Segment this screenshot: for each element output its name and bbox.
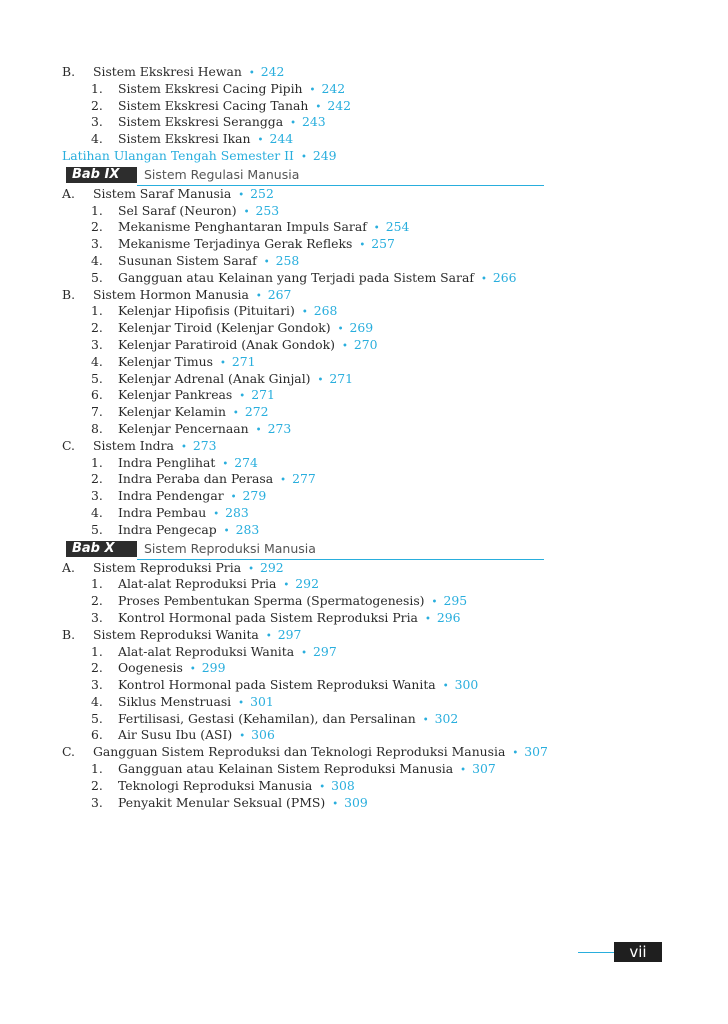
toc-subentry[interactable] xyxy=(62,727,552,744)
bullet-icon: • xyxy=(257,135,264,147)
entry-label: Kelenjar Timus xyxy=(118,353,213,369)
entry-label: Kelenjar Pankreas xyxy=(118,387,233,403)
toc-subentry[interactable] xyxy=(62,114,552,131)
entry-marker: 3. xyxy=(91,114,103,130)
entry-label: Indra Pembau xyxy=(118,504,207,520)
entry-page-number: 252 xyxy=(250,185,274,201)
toc-subentry[interactable] xyxy=(62,320,552,337)
entry-page-number: 273 xyxy=(267,420,292,436)
toc-section-entry[interactable] xyxy=(62,64,552,81)
toc-subentry[interactable] xyxy=(62,337,552,354)
bullet-icon: • xyxy=(255,290,262,302)
entry-label: Mekanisme Terjadinya Gerak Refleks xyxy=(118,236,353,252)
entry-page-number: 295 xyxy=(443,593,468,609)
entry-page-number: 249 xyxy=(312,147,337,163)
entry-marker: 1. xyxy=(91,202,103,218)
toc-subentry[interactable] xyxy=(62,761,552,778)
entry-marker: 2. xyxy=(91,219,103,235)
toc-subentry[interactable] xyxy=(62,219,552,236)
entry-marker: 2. xyxy=(91,320,103,336)
toc-subentry[interactable] xyxy=(62,593,552,610)
bullet-icon: • xyxy=(230,492,237,504)
bullet-icon: • xyxy=(223,525,230,537)
entry-marker: 1. xyxy=(91,454,103,470)
toc-subentry[interactable] xyxy=(62,371,552,388)
entry-marker: 4. xyxy=(91,252,103,268)
entry-label: Sistem Hormon Manusia xyxy=(93,286,249,302)
entry-label: Kelenjar Pencernaan xyxy=(118,420,249,436)
entry-label: Kelenjar Tiroid (Kelenjar Gondok) xyxy=(118,320,331,336)
toc-subentry[interactable] xyxy=(62,795,552,812)
entry-page-number: 297 xyxy=(313,643,337,659)
entry-marker: 2. xyxy=(91,471,103,487)
toc-subentry[interactable] xyxy=(62,677,552,694)
entry-page-number: 274 xyxy=(234,454,258,470)
bullet-icon: • xyxy=(290,118,297,130)
bullet-icon: • xyxy=(263,256,270,268)
entry-label: Kelenjar Adrenal (Anak Ginjal) xyxy=(118,370,311,386)
entry-label: Sistem Ekskresi Hewan xyxy=(93,64,242,79)
toc-subentry[interactable] xyxy=(62,236,552,253)
entry-page-number: 254 xyxy=(385,219,410,235)
entry-page-number: 301 xyxy=(250,693,274,709)
entry-marker: A. xyxy=(62,559,75,575)
bullet-icon: • xyxy=(232,408,239,420)
entry-marker: B. xyxy=(62,626,76,642)
toc-subentry[interactable] xyxy=(62,354,552,371)
entry-marker: 6. xyxy=(91,727,103,743)
page-number: vii xyxy=(614,942,662,962)
bullet-icon: • xyxy=(238,697,245,709)
chapter-heading xyxy=(62,165,552,186)
toc-subentry[interactable] xyxy=(62,81,552,98)
entry-page-number: 242 xyxy=(321,80,346,96)
entry-page-number: 272 xyxy=(244,404,269,420)
entry-marker: 6. xyxy=(91,387,103,403)
toc-subentry[interactable] xyxy=(62,660,552,677)
toc-subentry[interactable] xyxy=(62,576,552,593)
bullet-icon: • xyxy=(301,307,308,319)
entry-label: Oogenesis xyxy=(118,660,183,676)
bullet-icon: • xyxy=(431,597,438,609)
entry-label: Latihan Ulangan Tengah Semester II xyxy=(62,147,294,163)
entry-marker: 7. xyxy=(91,404,103,420)
entry-marker: 1. xyxy=(91,761,103,777)
bullet-icon: • xyxy=(300,151,307,163)
bullet-icon: • xyxy=(222,458,229,470)
bullet-icon: • xyxy=(283,580,290,592)
toc-subentry[interactable] xyxy=(62,644,552,661)
entry-label: Kelenjar Hipofisis (Pituitari) xyxy=(118,303,295,319)
bullet-icon: • xyxy=(248,68,255,79)
bullet-icon: • xyxy=(315,101,322,113)
entry-page-number: 257 xyxy=(371,236,395,252)
bullet-icon: • xyxy=(319,781,326,793)
bullet-icon: • xyxy=(460,765,467,777)
bullet-icon: • xyxy=(373,223,380,235)
entry-page-number: 306 xyxy=(251,727,275,743)
entry-label: Kelenjar Paratiroid (Anak Gondok) xyxy=(118,336,335,352)
entry-label: Alat-alat Reproduksi Pria xyxy=(118,576,277,592)
entry-label: Kelenjar Kelamin xyxy=(118,404,226,420)
entry-marker: A. xyxy=(62,185,75,201)
entry-label: Proses Pembentukan Sperma (Spermatogenesis) xyxy=(118,593,425,609)
toc-subentry[interactable] xyxy=(62,488,552,505)
entry-label: Sistem Ekskresi Cacing Tanah xyxy=(118,97,309,113)
toc-subentry[interactable] xyxy=(62,610,552,627)
entry-page-number: 279 xyxy=(242,488,267,504)
entry-marker: 2. xyxy=(91,97,103,113)
entry-marker: 2. xyxy=(91,593,103,609)
entry-page-number: 283 xyxy=(235,521,260,537)
bullet-icon: • xyxy=(317,374,324,386)
bullet-icon: • xyxy=(239,391,246,403)
page-number-rule xyxy=(578,952,614,953)
entry-page-number: 273 xyxy=(192,437,217,453)
entry-label: Teknologi Reproduksi Manusia xyxy=(118,777,313,793)
entry-marker: 4. xyxy=(91,504,103,520)
toc-section-entry[interactable] xyxy=(62,186,552,203)
entry-marker: B. xyxy=(62,64,76,79)
toc-section-entry[interactable] xyxy=(62,627,552,644)
entry-page-number: 258 xyxy=(275,252,300,268)
entry-page-number: 270 xyxy=(353,336,378,352)
entry-label: Sel Saraf (Neuron) xyxy=(118,202,237,218)
entry-page-number: 292 xyxy=(295,576,319,592)
bullet-icon: • xyxy=(248,563,254,575)
toc-section-entry[interactable] xyxy=(62,287,552,304)
entry-label: Susunan Sistem Saraf xyxy=(118,252,257,268)
bullet-icon: • xyxy=(243,206,250,218)
bullet-icon: • xyxy=(480,273,487,285)
entry-marker: 4. xyxy=(91,131,103,147)
entry-marker: B. xyxy=(62,286,76,302)
entry-label: Indra Peraba dan Perasa xyxy=(118,471,274,487)
entry-page-number: 243 xyxy=(302,114,326,130)
entry-label: Gangguan Sistem Reproduksi dan Teknologi Reproduksi Manusia xyxy=(93,744,506,760)
entry-marker: 1. xyxy=(91,643,103,659)
toc-subentry[interactable] xyxy=(62,253,552,270)
entry-marker: 2. xyxy=(91,777,103,793)
bullet-icon: • xyxy=(301,647,308,659)
entry-label: Gangguan atau Kelainan yang Terjadi pada Sistem Saraf xyxy=(118,269,474,285)
entry-marker: C. xyxy=(62,437,75,453)
bullet-icon: • xyxy=(255,424,262,436)
entry-page-number: 242 xyxy=(327,97,351,113)
bullet-icon: • xyxy=(180,441,187,453)
bullet-icon: • xyxy=(341,340,348,352)
entry-page-number: 307 xyxy=(524,744,548,760)
entry-label: Gangguan atau Kelainan Sistem Reproduksi Manusia xyxy=(118,761,454,777)
chapter-title: Sistem Reproduksi Manusia xyxy=(144,540,316,556)
entry-marker: 1. xyxy=(91,576,103,592)
entry-page-number: 266 xyxy=(492,269,517,285)
bullet-icon: • xyxy=(512,748,519,760)
entry-label: Indra Penglihat xyxy=(118,454,216,470)
entry-marker: 5. xyxy=(91,370,103,386)
toc-subentry[interactable] xyxy=(62,711,552,728)
entry-label: Sistem Reproduksi Pria xyxy=(93,559,242,575)
toc-subentry[interactable] xyxy=(62,778,552,795)
entry-marker: 2. xyxy=(91,660,103,676)
toc-subentry[interactable] xyxy=(62,471,552,488)
toc-subentry[interactable] xyxy=(62,303,552,320)
entry-label: Alat-alat Reproduksi Wanita xyxy=(118,643,295,659)
entry-page-number: 300 xyxy=(454,677,479,693)
bullet-icon: • xyxy=(213,508,220,520)
entry-marker: 8. xyxy=(91,420,103,436)
entry-label: Sistem Ekskresi Ikan xyxy=(118,131,251,147)
entry-page-number: 296 xyxy=(436,609,461,625)
toc-subentry[interactable] xyxy=(62,203,552,220)
entry-label: Fertilisasi, Gestasi (Kehamilan), dan Persalinan xyxy=(118,710,416,726)
toc-subentry[interactable] xyxy=(62,270,552,287)
entry-marker: 3. xyxy=(91,794,103,810)
entry-marker: 3. xyxy=(91,677,103,693)
toc-section-entry[interactable] xyxy=(62,438,552,455)
entry-marker: 5. xyxy=(91,710,103,726)
toc-subentry[interactable] xyxy=(62,387,552,404)
entry-marker: 4. xyxy=(91,353,103,369)
entry-label: Kontrol Hormonal pada Sistem Reproduksi Pria xyxy=(118,609,418,625)
entry-label: Siklus Menstruasi xyxy=(118,693,232,709)
entry-marker: 1. xyxy=(91,80,103,96)
bullet-icon: • xyxy=(424,613,431,625)
entry-page-number: 277 xyxy=(292,471,316,487)
bullet-icon: • xyxy=(422,714,429,726)
toc-section-entry[interactable] xyxy=(62,744,552,761)
entry-label: Penyakit Menular Seksual (PMS) xyxy=(118,794,326,810)
entry-page-number: 242 xyxy=(260,64,285,79)
entry-page-number: 269 xyxy=(349,320,374,336)
entry-page-number: 292 xyxy=(259,559,284,575)
entry-page-number: 299 xyxy=(201,660,226,676)
entry-page-number: 297 xyxy=(277,626,302,642)
entry-page-number: 283 xyxy=(225,504,249,520)
toc-subentry[interactable] xyxy=(62,98,552,115)
toc-subentry[interactable] xyxy=(62,694,552,711)
bullet-icon: • xyxy=(219,357,226,369)
entry-page-number: 309 xyxy=(344,794,368,810)
entry-page-number: 271 xyxy=(231,353,256,369)
entry-marker: 1. xyxy=(91,303,103,319)
bullet-icon: • xyxy=(238,189,245,201)
entry-label: Sistem Ekskresi Cacing Pipih xyxy=(118,80,303,96)
bullet-icon: • xyxy=(332,798,339,810)
entry-page-number: 302 xyxy=(434,710,459,726)
entry-page-number: 267 xyxy=(267,286,292,302)
entry-page-number: 271 xyxy=(329,370,354,386)
bullet-icon: • xyxy=(337,324,344,336)
chapter-badge: Bab X xyxy=(66,541,137,557)
entry-page-number: 271 xyxy=(251,387,275,403)
entry-page-number: 308 xyxy=(331,777,355,793)
table-of-contents xyxy=(62,64,552,811)
entry-marker: 3. xyxy=(91,336,103,352)
chapter-heading xyxy=(62,539,552,560)
bullet-icon: • xyxy=(442,681,449,693)
entry-marker: 3. xyxy=(91,609,103,625)
entry-marker: 5. xyxy=(91,521,103,537)
bullet-icon: • xyxy=(189,664,196,676)
toc-subentry[interactable] xyxy=(62,505,552,522)
entry-label: Mekanisme Penghantaran Impuls Saraf xyxy=(118,219,367,235)
entry-label: Sistem Reproduksi Wanita xyxy=(93,626,259,642)
toc-section-entry[interactable] xyxy=(62,560,552,577)
entry-marker: C. xyxy=(62,744,75,760)
toc-subentry[interactable] xyxy=(62,455,552,472)
bullet-icon: • xyxy=(239,731,246,743)
toc-subentry[interactable] xyxy=(62,522,552,539)
entry-label: Air Susu Ibu (ASI) xyxy=(118,727,233,743)
toc-subentry[interactable] xyxy=(62,404,552,421)
entry-page-number: 307 xyxy=(472,761,496,777)
entry-label: Indra Pengecap xyxy=(118,521,217,537)
entry-label: Indra Pendengar xyxy=(118,488,224,504)
toc-subentry[interactable] xyxy=(62,131,552,148)
bullet-icon: • xyxy=(309,84,316,96)
entry-label: Sistem Saraf Manusia xyxy=(93,185,232,201)
toc-subentry[interactable] xyxy=(62,421,552,438)
entry-marker: 5. xyxy=(91,269,103,285)
entry-marker: 3. xyxy=(91,488,103,504)
chapter-badge: Bab IX xyxy=(66,167,137,183)
bullet-icon: • xyxy=(280,475,287,487)
bullet-icon: • xyxy=(265,630,272,642)
entry-page-number: 253 xyxy=(255,202,280,218)
entry-label: Sistem Ekskresi Serangga xyxy=(118,114,284,130)
chapter-title: Sistem Regulasi Manusia xyxy=(144,166,300,182)
entry-marker: 4. xyxy=(91,693,103,709)
entry-label: Kontrol Hormonal pada Sistem Reproduksi Wanita xyxy=(118,677,436,693)
entry-page-number: 268 xyxy=(313,303,338,319)
entry-marker: 3. xyxy=(91,236,103,252)
bullet-icon: • xyxy=(359,240,366,252)
entry-page-number: 244 xyxy=(269,131,294,147)
entry-label: Sistem Indra xyxy=(93,437,174,453)
toc-exam-entry[interactable] xyxy=(62,148,552,165)
